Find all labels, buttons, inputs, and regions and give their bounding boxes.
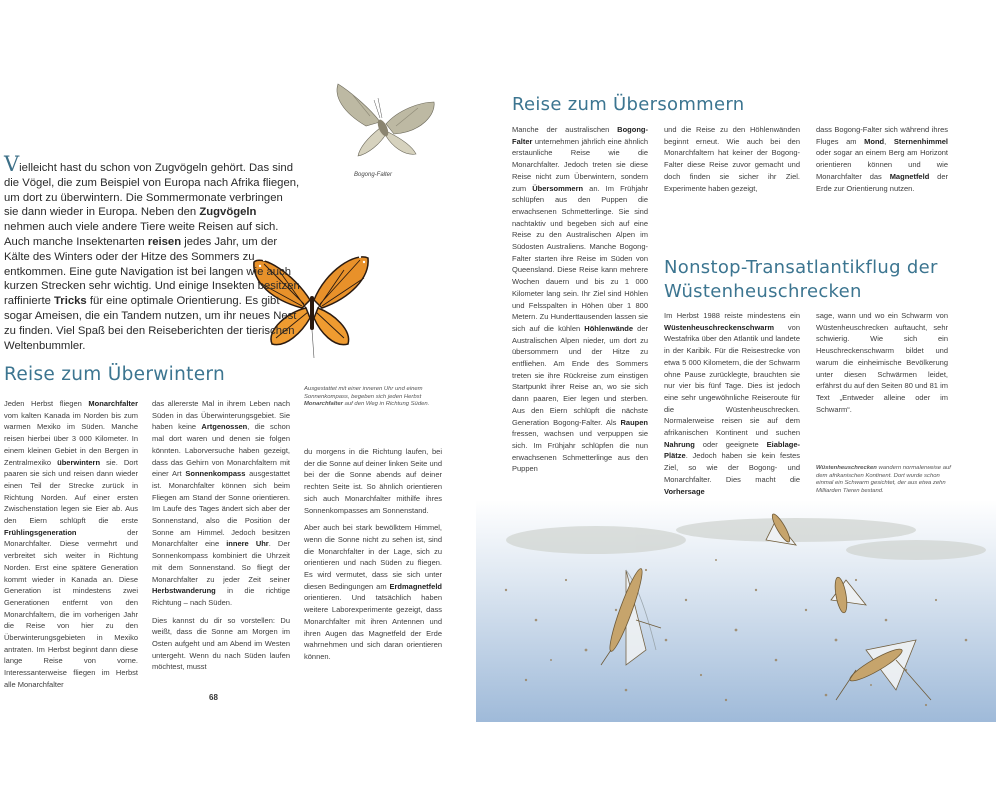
right-column-5: sage, wann und wo ein Schwarm von Wüstenheuschrecken auftaucht, sehr schwierig. Wie sich ein Heuschreckenschwarm bildet und warum die einheimische Bevölkerung unter diesen Schwärmen leidet, erfährst du auf den Seiten 80 und 81 im Text „Entweder alleine oder im Schwarm“. <box>816 311 948 414</box>
moth-caption: Bogong-Falter <box>354 172 393 178</box>
left-column-1: Jeden Herbst fliegen Monarchfalter vom kalten Kanada im Norden bis zum warmen Mexiko im Süden. Manche reisen hierbei über 3 000 Kilometer. In einem kleinen Gebiet in den Bergen in Zentralmexiko überwintern sie. Dort paaren sie sich und reisen dann wieder einen Teil der Strecke zurück in Richtung Norden. Auf einer ersten Zwischenstation legen sie Eier ab. Aus den Eiern schlüpft die erste Frühlingsgeneration der Monarchfalter. Diese vermehrt und verbreitet sich weiter in Richtung Norden. Erst eine spätere Generation kommt wieder in Kanada an. Diese Generation ist mindestens zwei Generationen entfernt von den Monarchfaltern, die im vorherigen Jahr die Reise von hier zu den Überwinterungsgebieten in Mexiko antraten. Im Herbst beginnt dann diese lange Reise von vorne. Interessanterweise fliegen im Herbst alle Monarchfalter <box>4 399 138 689</box>
page-number: 68 <box>209 693 218 702</box>
monarch-caption: Ausgestattet mit einer inneren Uhr und einem Sonnenkompass, begeben sich jeden Herbst Monarchfalter auf den Weg in Richtung Süden. <box>304 386 430 408</box>
left-column-2: das allererste Mal in ihrem Leben nach Süden in das Überwinterungsgebiet. Sie haben keine Artgenossen, die schon mal dort waren und denen sie folgen könnten. Laborversuche haben gezeigt, dass das Gehirn von Monarchfaltern mit einer Art Sonnenkompass ausgestattet ist. Monarchfalter können sich beim Fliegen am Stand der Sonne orientieren. Im Laufe des Tages ändert sich aber der Sonnenstand, also die Position der Sonne am Himmel. Jedoch besitzen Monarchfalter eine innere Uhr. Der Sonnenkompass kombiniert die Uhrzeit mit dem Sonnenstand. So fliegt der Monarchfalter zu jeder Zeit seiner Herbstwanderung in die richtige Richtung – nach Süden. Dies kannst du dir so vorstellen: Du weißt, dass die Sonne am Morgen im Osten aufgeht und am Abend im Westen untergeht. Wenn du nach Süden laufen möchtest, musst <box>152 399 290 672</box>
right-column-2: und die Reise zu den Höhlenwänden beginnt erneut. Wie auch bei den Monarchfaltern hat keiner der Bogong-Falter diese Reise zuvor gemacht und doch finden sie sicher ihr Ziel. Experimente haben gezeigt, <box>664 125 800 193</box>
intro-paragraph: Vielleicht hast du schon von Zugvögeln gehört. Das sind die Vögel, die zum Beispiel von Europa nach Afrika fliegen, um dort zu überwintern. Die Sommermonate verbringen sie dann wieder in Europa. Neben den Zugvögeln nehmen auch viele andere Tiere weite Reisen auf sich. Auch manche Insektenarten reisen jedes Jahr, um der Kälte des Winters oder der Hitze des Sommers zu entkommen. Eine gute Navigation ist bei langen wie auch kurzen Strecken sehr wichtig. Und einige Insekten besitzen raffinierte Tricks für eine optimale Orientierung. Es gibt sogar Ameisen, die ein Tandem nutzen, um ihr neues Nest zu finden. Viel Spaß bei den Reiseberichten der tierischen Weltenbummler. <box>4 152 300 352</box>
section-title-overwintering: Reise zum Überwintern <box>4 364 225 385</box>
locust-swarm-illustration <box>476 500 996 722</box>
dropcap: V <box>4 152 20 176</box>
left-column-3: du morgens in die Richtung laufen, bei der die Sonne auf deiner linken Seite und bei der die Sonne abends auf deiner rechten Seite ist. So ähnlich orientieren sich auch Monarchfalter mithilfe ihres Sonnenkompasses am Sonnenstand. Aber auch bei stark bewölktem Himmel, wenn die Sonne nicht zu sehen ist, sind die Monarchfalter in der Lage, sich zu orientieren und nach Süden zu fliegen. Es wird vermutet, dass sie sich unter diesen Bedingungen am Erdmagnetfeld orientieren. Und tatsächlich haben weitere Laborexperimente gezeigt, dass Monarchfalter mit ihren Antennen und ihren Augen das Magnetfeld der Erde wahrnehmen und sich daran orientieren können. <box>304 447 442 661</box>
section-title-oversummering: Reise zum Übersommern <box>512 94 745 115</box>
right-column-4: Im Herbst 1988 reiste mindestens ein Wüstenheuschreckenschwarm von Westafrika über den Atlantik und landete in der Karibik. Für die Reisestrecke von etwa 5 000 Kilometern, die der Schwarm ohne Pause zurücklegte, brauchten sie nur vier bis fünf Tage. Dies ist jedoch eine sehr ungewöhnliche Reiseroute für die Wüstenheuschrecken. Normalerweise reisen sie auf dem afrikanischen Kontinent und suchen Nahrung oder geeignete Eiablage-Plätze. Jedoch haben sie kein festes Ziel, so wie der Bogong- und Monarchfalter. Dies macht die Vorhersage <box>664 311 800 496</box>
right-column-3: dass Bogong-Falter sich während ihres Fluges am Mond, Sternenhimmel oder sogar an einem Berg am Horizont orientieren können und wie Monarchfalter das Magnetfeld der Erde zur Orientierung nutzen. <box>816 125 948 193</box>
right-column-1: Manche der australischen Bogong-Falter unternehmen jährlich eine ähnlich erstaunliche Reise wie die Monarchfalter. Jedoch treten sie diese Reise nicht zum Überwintern, sondern zum Übersommern an. Im Frühjahr schlüpfen aus den Puppen die erwachsenen Schmetterlinge. Sie sind nachtaktiv und begeben sich auf eine Reise zu den Australischen Alpen im Südosten Australiens. Manche Bogong-Falter starten ihre Reise im Süden von Queensland. Diese Reise kann mehrere Wochen dauern und bis zu 1 000 Kilometer lang sein. Ihr Ziel sind Höhlen und Felsspalten in Höhen über 1 800 Metern. Zu Hunderttausenden lassen sie sich auf die kühlen Höhlenwände der Australischen Alpen nieder, um dort zu übersommern und der Hitze zu entfliehen. Am Ende des Sommers treten sie ihre Rückreise zum einstigen Startpunkt ihrer Reise an, wo sie sich dann paaren, Eier legen und sterben. Aus den Eiern schlüpft die nächste Generation Bogong-Falter. Als Raupen fressen, wachsen und verpuppen sie sich. Im Frühjahr schlüpfen die nun erwachsenen Schmetterlinge aus den Puppen <box>512 125 648 474</box>
locust-caption: Wüstenheuschrecken wandern normalerweise auf dem afrikanischen Kontinent. Dort wurde schon einmal ein Schwarm gesichtet, der aus etwa zehn Milliarden Tieren bestand. <box>816 465 951 494</box>
bogong-moth-illustration <box>330 80 440 165</box>
section-title-transatlantic: Nonstop-Transatlantikflug der Wüstenheuschrecken <box>664 257 938 302</box>
